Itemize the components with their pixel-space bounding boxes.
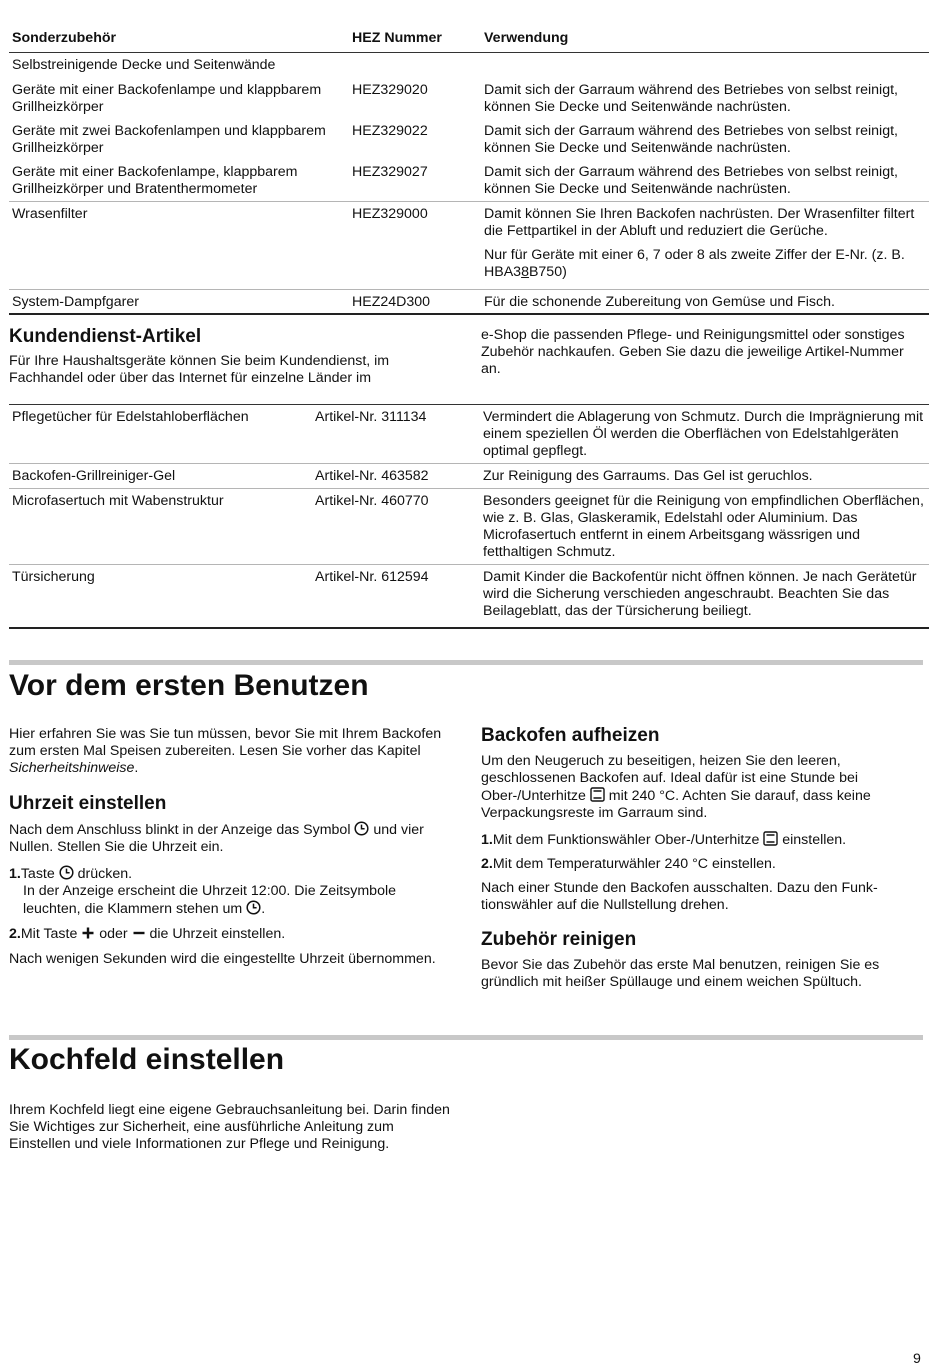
row-usage: Damit sich der Garraum während des Betriebes von selbst reinigt, können Sie Decke und Seitenwände nachrüsten.: [484, 123, 898, 156]
table-header-row: [9, 29, 929, 53]
row-number: HEZ329000: [349, 202, 481, 290]
row-usage-cell: [481, 202, 929, 290]
row-item: Geräte mit einer Backofenlampe und klappbarem Grillheizkörper: [12, 82, 322, 115]
row-usage: Vermindert die Ablagerung von Schmutz. Durch die Imprägnierung mit einem speziellen Öl werden die Oberflächen von Edelstahlgeräten optimal gepflegt.: [480, 405, 929, 464]
row-usage: Damit sich der Garraum während des Betriebes von selbst reinigt, können Sie Decke und Seitenwände nachrüsten.: [484, 82, 898, 115]
table-row: [9, 202, 929, 290]
header-hez-number: HEZ Nummer: [349, 29, 481, 53]
row-item: Geräte mit zwei Backofenlampen und klappbarem Grillheizkörper: [12, 123, 326, 156]
top-bottom-heat-icon: [590, 787, 605, 802]
clock-icon: [246, 900, 261, 915]
first-use-intro: [9, 726, 455, 777]
step-number: 1.: [481, 832, 493, 848]
heat-text-a: Um den Neugeruch zu beseitigen, heizen Sie den leeren, geschlossenen Backofen auf. Ideal dafür ist eine Stunde bei Ober-/Unterhitze: [481, 753, 859, 804]
row-number: HEZ24D300: [349, 290, 481, 315]
header-usage: Verwendung: [481, 29, 929, 53]
heat-paragraph: [481, 753, 923, 822]
table-row: [9, 119, 929, 160]
row-item: Microfasertuch mit Wabenstruktur: [9, 489, 312, 565]
page-number: 9: [913, 1351, 921, 1367]
detail-text-b: .: [261, 901, 266, 917]
step-text-c: die Uhrzeit einstellen.: [145, 926, 286, 942]
step-number: 2.: [481, 856, 493, 872]
row-item: System-Dampfgarer: [9, 290, 349, 315]
step-text-b: oder: [95, 926, 132, 942]
table-group-row: [9, 53, 929, 79]
table-row: [9, 464, 929, 489]
top-bottom-heat-icon: [763, 831, 778, 846]
clock-step-1-detail: [9, 883, 455, 918]
row-number: HEZ329022: [352, 123, 428, 139]
row-number: HEZ329020: [352, 82, 428, 98]
section-divider: [9, 1035, 923, 1040]
header-accessory: Sonderzubehör: [9, 29, 349, 53]
step-text-a: Mit Taste: [20, 926, 82, 942]
first-use-left-column: [9, 726, 455, 968]
clock-step-1: [9, 865, 455, 883]
table-row: [9, 489, 929, 565]
note-underlined-digit: 8: [521, 264, 529, 280]
row-usage: Zur Reinigung des Garraums. Das Gel ist geruchlos.: [480, 464, 929, 489]
first-use-right-column: [481, 725, 923, 991]
row-number: HEZ329027: [349, 160, 481, 202]
clock-step-2: [9, 926, 455, 943]
row-usage: Damit Kinder die Backofentür nicht öffnen können. Je nach Gerätetür wird die Sicherung verschieden angeschraubt. Beachten Sie das Beilageblatt, das der Türsicherung beiliegt.: [480, 565, 929, 629]
clock-text-b: und vier Nullen. Stellen Sie die Uhrzeit ein.: [9, 822, 424, 855]
group-label: Selbstreinigende Decke und Seitenwände: [12, 57, 276, 73]
customer-service-heading: Kundendienst-Artikel: [9, 326, 202, 347]
detail-text-a: In der Anzeige erscheint die Uhrzeit 12:00. Die Zeitsymbole leuchten, die Klammern stehen um: [23, 883, 397, 917]
heat-step-1: [481, 831, 923, 849]
heat-heading: Backofen aufheizen: [481, 725, 660, 746]
row-usage: Besonders geeignet für die Reinigung von empfindlichen Oberflächen, wie z. B. Glas, Glaskeramik, Edelstahl oder Aluminium. Das Microfasertuch entfernt in einem Arbeitsgang wässrigen und fetthaltigen Schmutz.: [480, 489, 929, 565]
step-number: 1.: [9, 866, 21, 882]
clock-icon: [59, 865, 74, 880]
table-row: [9, 78, 929, 119]
first-use-heading: Vor dem ersten Benutzen: [9, 669, 369, 702]
row-item: Backofen-Grillreiniger-Gel: [9, 464, 312, 489]
row-item: Wrasenfilter: [9, 202, 349, 290]
row-usage: Damit sich der Garraum während des Betriebes von selbst reinigt, können Sie Decke und Seitenwände nachrüsten.: [481, 160, 929, 202]
step-text-a: Mit dem Funktionswähler Ober-/Unterhitze: [492, 832, 764, 848]
hob-paragraph: Ihrem Kochfeld liegt eine eigene Gebrauchsanleitung bei. Darin finden Sie Wichtiges zur Sicherheit, eine ausführliche Anleitung zum Einstellen und viele Informationen zur Pflege und Reinigung.: [9, 1102, 450, 1152]
row-usage: Damit können Sie Ihren Backofen nachrüsten. Der Wrasenfilter filtert die Fettpartikel in der Abluft und reduziert die Gerüche.: [484, 206, 915, 239]
note-text-2: B750): [528, 264, 567, 280]
step-text-b: einstellen.: [778, 832, 847, 848]
clean-heading: Zubehör reinigen: [481, 929, 637, 950]
row-number: Artikel-Nr. 463582: [312, 464, 480, 489]
step-text-a: Taste: [20, 866, 59, 882]
note-text-1: Nur für Geräte mit einer 6, 7 oder 8 als zweite Ziffer der E-Nr. (z. B. HBA3: [484, 247, 905, 280]
customer-service-intro-right: e-Shop die passenden Pflege- und Reinigungsmittel oder sonstiges Zubehör nachkaufen. Geben Sie dazu die jeweilige Artikel-Nummer an.: [481, 327, 905, 377]
table-row: [9, 405, 929, 464]
step-number: 2.: [9, 926, 21, 942]
clock-heading: Uhrzeit einstellen: [9, 793, 167, 814]
row-item: Türsicherung: [9, 565, 312, 629]
clock-final-paragraph: Nach wenigen Sekunden wird die eingestellte Uhrzeit übernommen.: [9, 951, 436, 967]
minus-icon: [132, 926, 146, 940]
row-number: Artikel-Nr. 612594: [312, 565, 480, 629]
row-number: Artikel-Nr. 460770: [312, 489, 480, 565]
table-row: [9, 290, 929, 315]
heat-final-paragraph: Nach einer Stunde den Backofen ausschalten. Dazu den Funktionswähler auf die Nullstellung drehen.: [481, 880, 878, 913]
clean-paragraph: Bevor Sie das Zubehör das erste Mal benutzen, reinigen Sie es gründlich mit heißer Spüllauge und einem weichen Spültuch.: [481, 957, 880, 990]
row-usage-note: [484, 247, 926, 281]
intro-text: Hier erfahren Sie was Sie tun müssen, bevor Sie mit Ihrem Backofen zum ersten Mal Speisen zubereiten. Lesen Sie vorher das Kapitel: [9, 726, 442, 759]
row-usage: Für die schonende Zubereitung von Gemüse und Fisch.: [481, 290, 929, 315]
row-number: Artikel-Nr. 311134: [312, 405, 480, 464]
accessories-table: [9, 29, 929, 315]
clock-icon: [354, 821, 369, 836]
clock-paragraph: [9, 821, 455, 856]
step-text: Mit dem Temperaturwähler 240 °C einstellen.: [492, 856, 776, 872]
table-row: [9, 565, 929, 629]
intro-text-end: .: [134, 760, 139, 776]
row-item: Pflegetücher für Edelstahloberflächen: [9, 405, 312, 464]
heat-step-2: [481, 856, 923, 873]
row-item: Geräte mit einer Backofenlampe, klappbarem Grillheizkörper und Bratenthermometer: [9, 160, 349, 202]
hob-heading: Kochfeld einstellen: [9, 1043, 285, 1076]
table-row: [9, 160, 929, 202]
step-text-b: drücken.: [73, 866, 133, 882]
customer-service-intro-left: Für Ihre Haushaltsgeräte können Sie beim Kundendienst, im Fachhandel oder über das Internet für einzelne Länder im: [9, 353, 390, 386]
section-divider: [9, 660, 923, 665]
heat-text-b: mit 240 °C. Achten Sie darauf, dass keine Verpackungsreste im Garraum sind.: [481, 788, 871, 821]
plus-icon: [81, 926, 95, 940]
customer-service-table: [9, 404, 929, 629]
clock-text-a: Nach dem Anschluss blinkt in der Anzeige das Symbol: [9, 822, 355, 838]
intro-emphasis: Sicherheitshinweise: [9, 760, 135, 776]
